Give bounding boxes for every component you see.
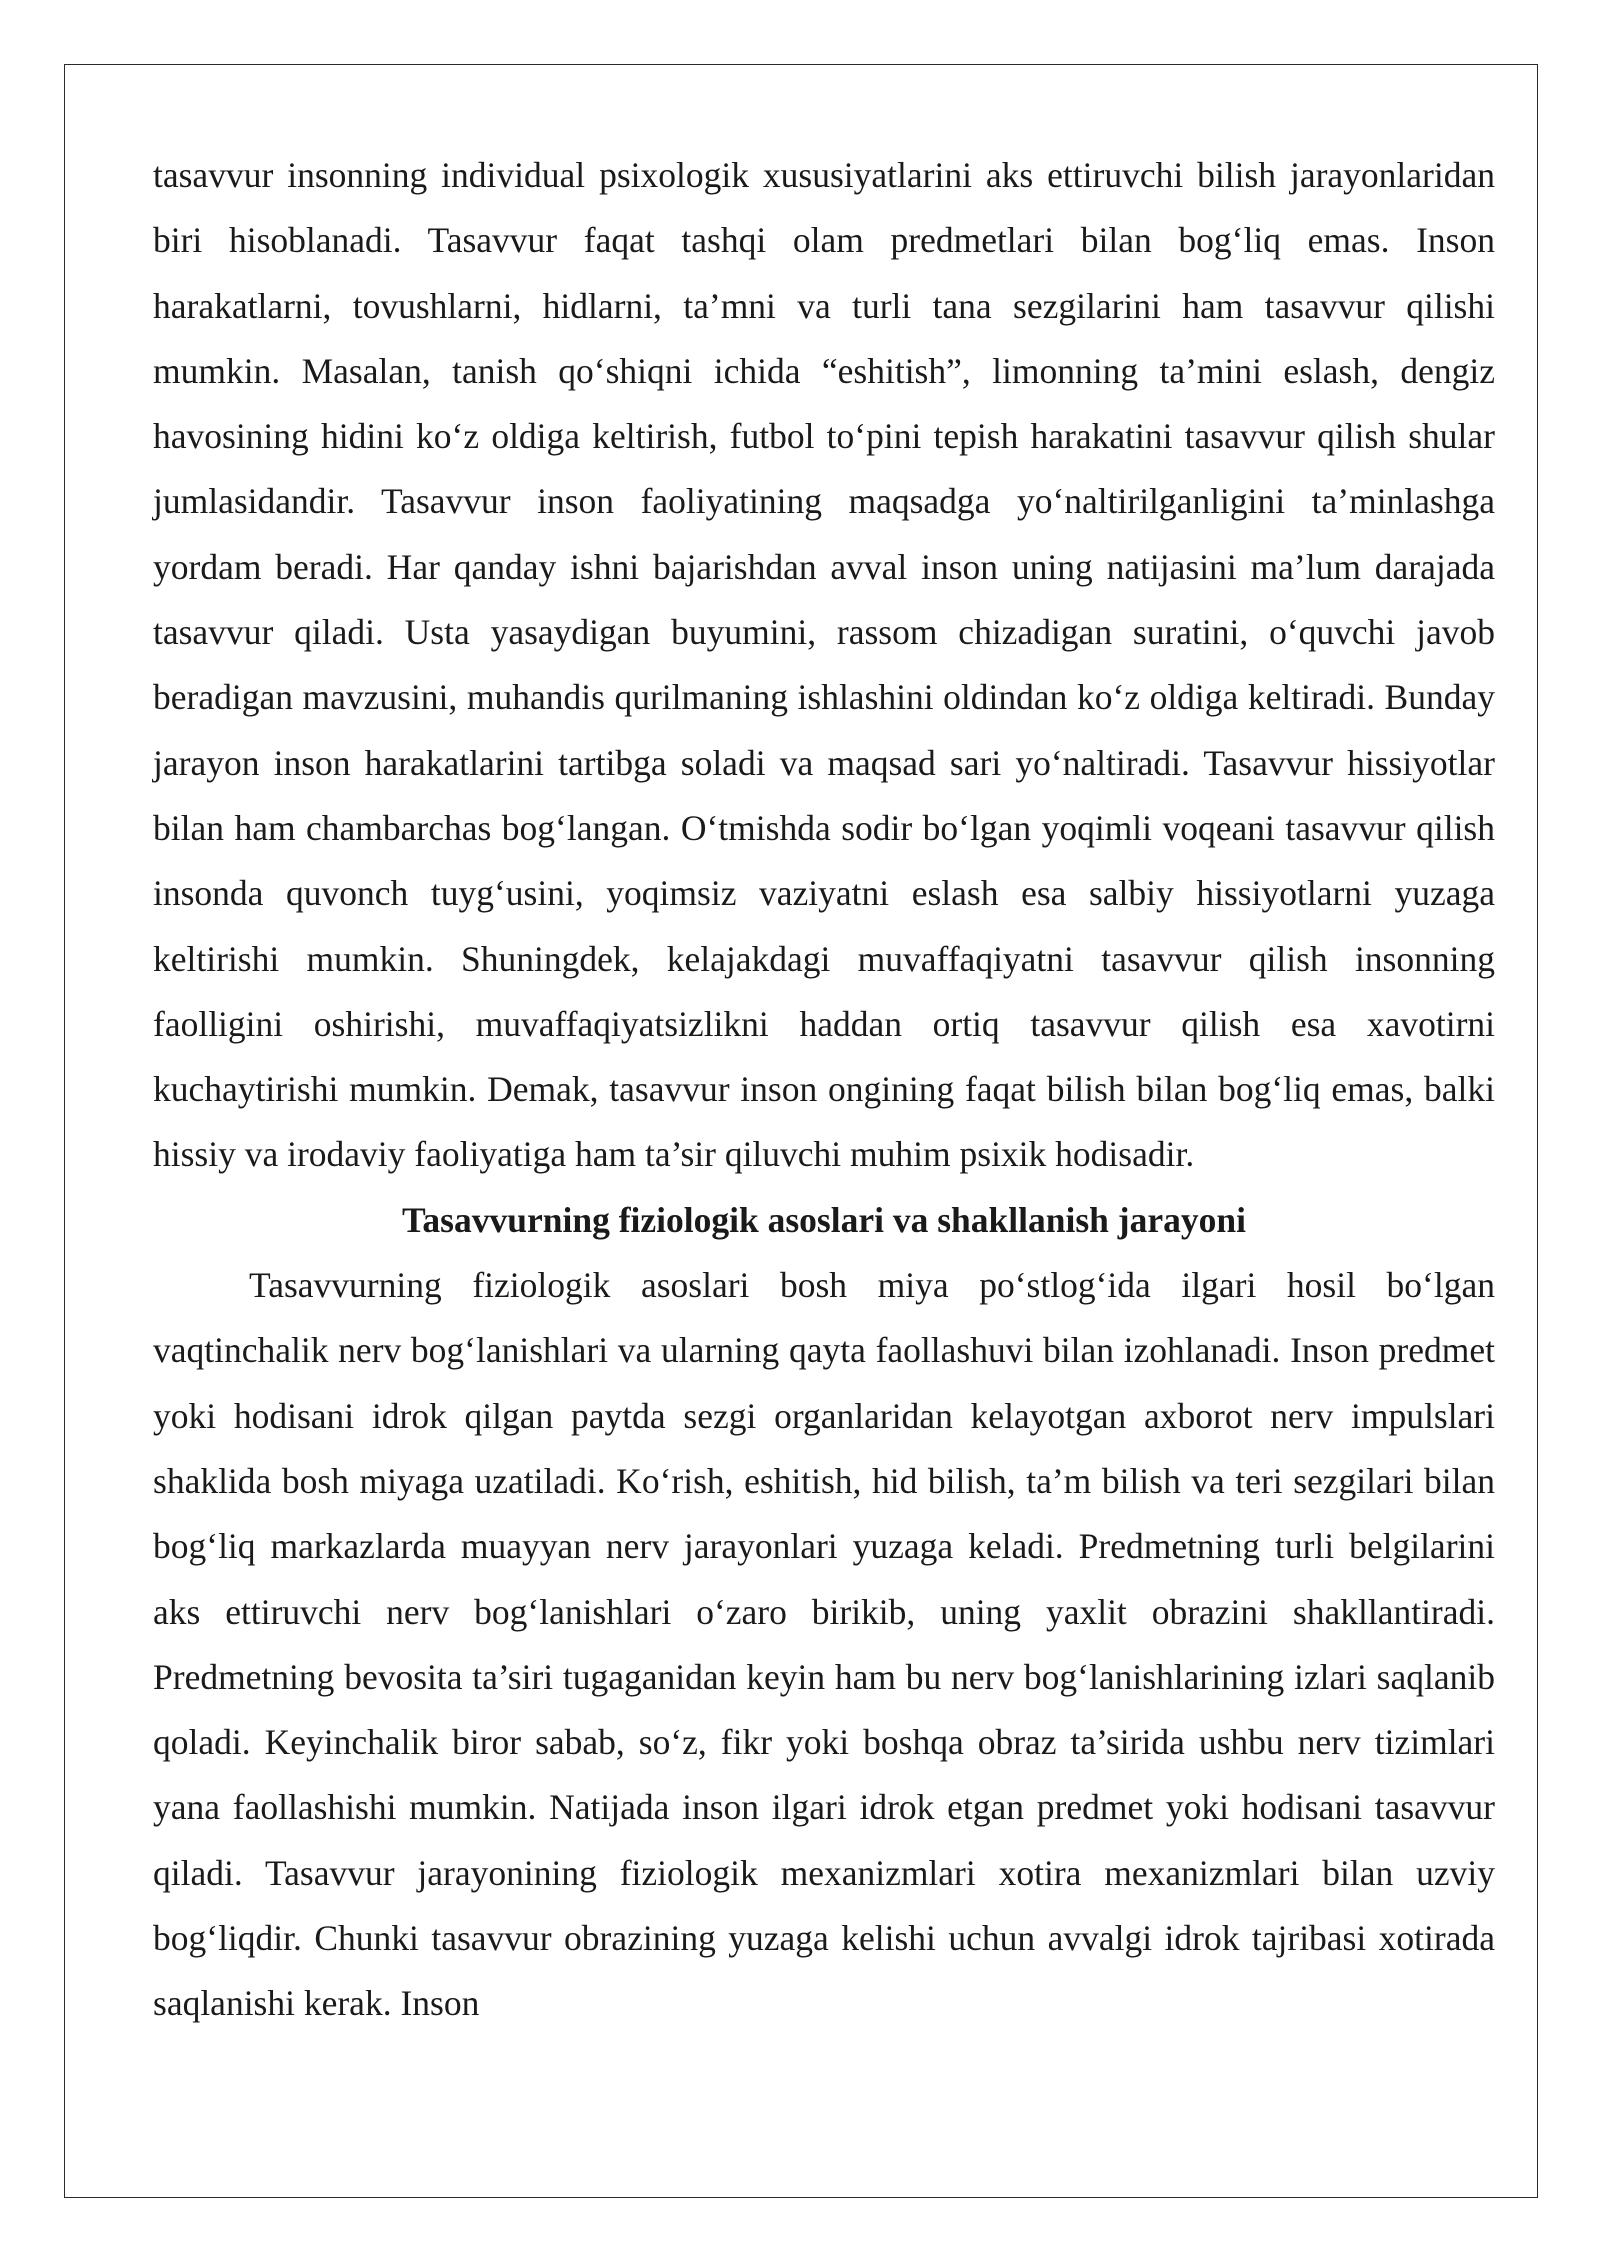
- body-paragraph-2: Tasavvurning fiziologik asoslari bosh miya po‘stlog‘ida ilgari hosil bo‘lgan vaqtinchalik nerv bog‘lanishlari va ularning qayta faollashuvi bilan izohlanadi. Inson predmet yoki hodisani idrok qilgan paytda sezgi organlaridan kelayotgan axborot nerv impulslari shaklida bosh miyaga uzatiladi. Ko‘rish, eshitish, hid bilish, ta’m bilish va teri sezgilari bilan bog‘liq markazlarda muayyan nerv jarayonlari yuzaga keladi. Predmetning turli belgilarini aks ettiruvchi nerv bog‘lanishlari o‘zaro birikib, uning yaxlit obrazini shakllantiradi. Predmetning bevosita ta’siri tugaganidan keyin ham bu nerv bog‘lanishlarining izlari saqlanib qoladi. Keyinchalik biror sabab, so‘z, fikr yoki boshqa obraz ta’sirida ushbu nerv tizimlari yana faollashishi mumkin. Natijada inson ilgari idrok etgan predmet yoki hodisani tasavvur qiladi. Tasavvur jarayonining fiziologik mexanizmlari xotira mexanizmlari bilan uzviy bog‘liqdir. Chunki tasavvur obrazining yuzaga kelishi uchun avvalgi idrok tajribasi xotirada saqlanishi kerak. Inson: [153, 1265, 1495, 2024]
- body-paragraph-1: tasavvur insonning individual psixologik xususiyatlarini aks ettiruvchi bilish jarayonlaridan biri hisoblanadi. Tasavvur faqat tashqi olam predmetlari bilan bog‘liq emas. Inson harakatlarni, tovushlarni, hidlarni, ta’mni va turli tana sezgilarini ham tasavvur qilishi mumkin. Masalan, tanish qo‘shiqni ichida “eshitish”, limonning ta’mini eslash, dengiz havosining hidini ko‘z oldiga keltirish, futbol to‘pini tepish harakatini tasavvur qilish shular jumlasidandir. Tasavvur inson faoliyatining maqsadga yo‘naltirilganligini ta’minlashga yordam beradi. Har qanday ishni bajarishdan avval inson uning natijasini ma’lum darajada tasavvur qiladi. Usta yasaydigan buyumini, rassom chizadigan suratini, o‘quvchi javob beradigan mavzusini, muhandis qurilmaning ishlashini oldindan ko‘z oldiga keltiradi. Bunday jarayon inson harakatlarini tartibga soladi va maqsad sari yo‘naltiradi. Tasavvur hissiyotlar bilan ham chambarchas bog‘langan. O‘tmishda sodir bo‘lgan yoqimli voqeani tasavvur qilish insonda quvonch tuyg‘usini, yoqimsiz vaziyatni eslash esa salbiy hissiyotlarni yuzaga keltirishi mumkin. Shuningdek, kelajakdagi muvaffaqiyatni tasavvur qilish insonning faolligini oshirishi, muvaffaqiyatsizlikni haddan ortiq tasavvur qilish esa xavotirni kuchaytirishi mumkin. Demak, tasavvur inson ongining faqat bilish bilan bog‘liq emas, balki hissiy va irodaviy faoliyatiga ham ta’sir qiluvchi muhim psixik hodisadir.: [153, 155, 1495, 1175]
- page-content: [153, 143, 1495, 2037]
- section-heading: Tasavvurning fiziologik asoslari va shakllanish jarayoni: [402, 1199, 1246, 1240]
